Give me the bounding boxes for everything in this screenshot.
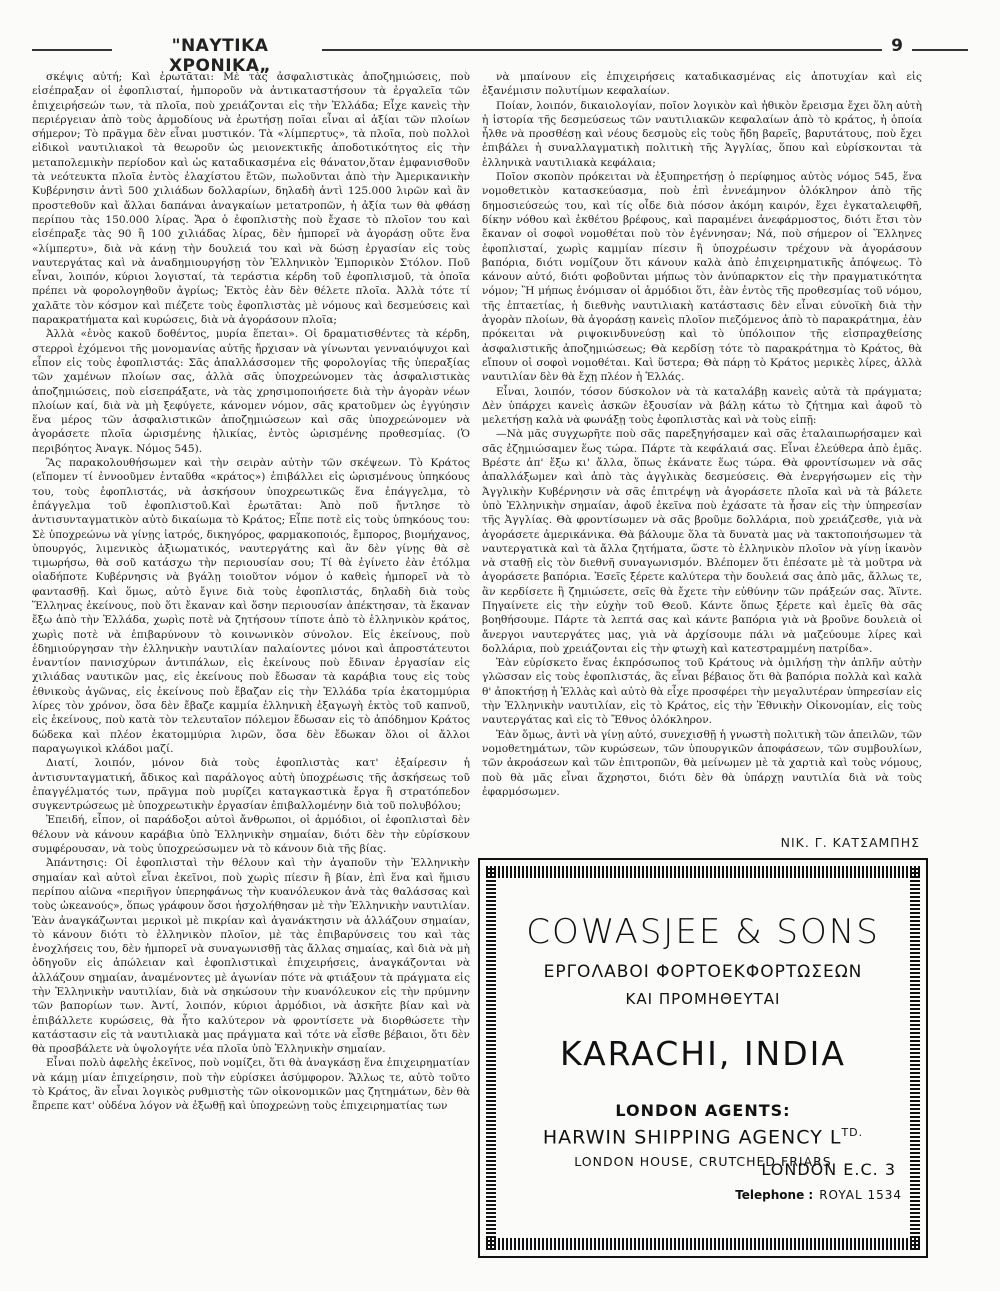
article-paragraph: Ποίαν, λοιπόν, δικαιολογίαν, ποῖον λογικὸν καὶ ἠθικὸν ἔρεισμα ἔχει ὅλη αὐτὴ ἡ ἱστορία τῆς δεσμεύσεως τῶν ναυτιλιακῶν κεφαλαίων ἀπὸ τὸ κράτος, ἡ ὁποία ἦλθε νὰ προσθέσῃ καὶ νέους δεσμοὺς εἰς τοὺς ἤδη βαρεῖς, βαρυτάτους, ποὺ ἔχει ἐπιβάλει ἡ συναλλαγματικὴ πολιτικὴ τῆς Ἀγγλίας, ὅπου καὶ εὑρίσκονται τὰ ἑλληνικὰ ναυτιλιακὰ κεφάλαια;: [482, 99, 922, 169]
ad-telephone: [735, 1188, 902, 1202]
ad-agency-suffix: TD.: [841, 1126, 864, 1139]
publication-title: "ΝΑΥΤΙΚΑ ΧΡΟΝΙΚΑ„: [168, 36, 272, 76]
ad-border-pattern: [910, 866, 920, 1250]
header-rule-middle: [322, 49, 882, 51]
header-rule-right: [912, 49, 968, 51]
article-paragraph: Ποῖον σκοπὸν πρόκειται νὰ ἐξυπηρετήσῃ ὁ περίφημος αὐτὸς νόμος 545, ἕνα νομοθετικὸν κατασκεύασμα, ποὺ ἐπὶ ἐννεάμηνον ὁλόκληρον ἀπὸ τῆς δημοσιεύσεώς του, καὶ τίς οἶδε διὰ πόσον ἀκόμη καιρόν, ἔχει ἐγκαταλειφθῆ, δίκην νόθου καὶ ἐκθέτου βρέφους, καὶ παραμένει ἀνεφάρμοστος, διότι ἔτσι τὸν ἔκαναν οἱ σοφοὶ νομοθέται ποὺ τὸν ἐγέννησαν; Νά, ποὺ σήμερον οἱ Ἕλληνες ἐφοπλισταί, χωρὶς καμμίαν πίεσιν ἢ ὑποχρέωσιν τρέχουν νὰ ἀγοράσουν βαπόρια, διότι νομίζουν ὅτι κάνουν καλὰ ἀπὸ ἐπιχειρηματικῆς ἀπόψεως. Τὸ κάνουν αὐτό, διότι φοβοῦνται μήπως τὸν ἀνύπαρκτον εἰς τὴν πραγματικότητα νόμον; Ἢ μήπως ἐνόμισαν οἱ ἁρμόδιοι ὅτι, ἐὰν ἐντὸς τῆς προθεσμίας τοῦ νόμου, τῆς ἐπταετίας, ἡ διεθνὴς ναυτιλιακὴ κατάστασις δὲν εἶναι εὐνοϊκὴ διὰ τὴν ἀγορὰν πλοίων, θὰ ἀγοράσῃ κανεὶς πλοῖον πιεζόμενος ἀπὸ τὸ παρακράτημα, ἐὰν πρόκειται νὰ ριψοκινδυνεύσῃ καὶ τὸ ὑπόλοιπον τῆς εἰσπραχθείσης ἀσφαλιστικῆς ἀποζημιώσεως; Θὰ κερδίσῃ τότε τὸ παρακράτημα τὸ Κράτος, θὰ εἴπουν οἱ σοφοὶ νομοθέται. Καὶ ὕστερα; Θὰ πάρῃ τὸ Κράτος μερικὲς λίρες, ἀλλὰ ναυτιλίαν δὲν θὰ ἔχῃ πλέον ἡ Ἑλλάς.: [482, 171, 922, 384]
ad-telephone-number: ROYAL 1534: [819, 1188, 902, 1202]
article-paragraph: Ἐὰν εὑρίσκετο ἕνας ἐκπρόσωπος τοῦ Κράτους νὰ ὁμιλήσῃ τὴν ἁπλῆν αὐτὴν γλῶσσαν εἰς τοὺς ἐφοπλιστάς, ἂς εἶναι βέβαιος ὅτι θὰ βαπόρια πολλὰ καὶ καλὰ θ' ἀποκτήσῃ ἡ Ἑλλὰς καὶ αὐτὸ θὰ εἶχε προσφέρει τὴν μεγαλυτέραν ὑπηρεσίαν εἰς τὴν Ἑλληνικὴν ναυτιλίαν, εἰς τὸ Κράτος, εἰς τὴν Ἐθνικὴν Οἰκονομίαν, εἰς τοὺς ναυτεργάτας καὶ εἰς τὸ Ἔθνος ὁλόκληρον.: [482, 657, 922, 727]
article-paragraph: Ἐὰν ὅμως, ἀντὶ νὰ γίνῃ αὐτό, συνεχισθῇ ἡ γνωστὴ πολιτικὴ τῶν ἀπειλῶν, τῶν νομοθετημάτων, τῶν κυρώσεων, τῶν ὑπουργικῶν ἀποφάσεων, τῶν συμβουλίων, τῶν ἀκροάσεων καὶ τῶν ἐπιτροπῶν, θὰ μείνωμεν μὲ τὰ χαρτιὰ καὶ τοὺς νόμους, ποὺ θὰ μᾶς εἶναι ἄχρηστοι, διότι δὲν θὰ ὑπάρχῃ ναυτιλία διὰ νὰ τοὺς ἐφαρμόσωμεν.: [482, 728, 922, 798]
ad-services-line-2: ΚΑΙ ΠΡΟΜΗΘΕΥΤΑΙ: [625, 990, 781, 1008]
article-paragraph: νὰ μπαίνουν εἰς ἐπιχειρήσεις καταδικασμένας εἰς ἀποτυχίαν καὶ εἰς ἐξανέμισιν πολυτίμων κεφαλαίων.: [482, 71, 922, 98]
advertisement-box: [478, 858, 928, 1258]
page-number: 9: [891, 36, 903, 56]
article-left-column: [32, 70, 470, 1270]
article-paragraph: Ἂς παρακολουθήσωμεν καὶ τὴν σειρὰν αὐτὴν τῶν σκέψεων. Τὸ Κράτος (εἴπομεν τί ἐννοοῦμεν ἐνταῦθα «κράτος») ἐπιβάλλει εἰς ὡρισμένους ὑπηκόους του, τοὺς ἐφοπλιστάς, νὰ ἀσκήσουν ὑποχρεωτικῶς ἕνα ἐπάγγελμα, τὸ ἐπάγγελμα τοῦ ἐφοπλιστοῦ.Καὶ ἐρωτᾶται: Ἀπὸ ποῦ ἤντλησε τὸ ἀντισυνταγματικὸν αὐτὸ δικαίωμα τὸ Κράτος; Εἶπε ποτὲ εἰς τοὺς ὑπηκόους του: Σὲ ὑποχρεώνω νὰ γίνῃς ἰατρός, δικηγόρος, φαρμακοποιός, ἔμπορος, βιομήχανος, ὑπουργός, λιμενικὸς ἀξιωματικός, ναυτεργάτης καὶ ἂν δὲν γίνῃς θὰ σὲ τιμωρήσω, θὰ σοῦ κατάσχω τὴν περιουσίαν σου; Τί θὰ ἐγίνετο ἐὰν ἐτόλμα οἱαδήποτε Κυβέρνησις νὰ βγάλῃ τοιοῦτον νόμον ὁ καθεὶς ἠμπορεῖ νὰ τὸ φαντασθῇ. Καὶ ὅμως, αὐτὸ ἔγινε διὰ τοὺς ἐφοπλιστάς, δηλαδὴ διὰ τοὺς Ἕλληνας ἐκείνους, ποὺ ὅτι ἔκαναν καὶ ὅσην περιουσίαν ἀπέκτησαν, τὰ ἔκαναν ἔξω ἀπὸ τὴν Ἑλλάδα, χωρὶς ποτὲ νὰ ζητήσουν τίποτε ἀπὸ τὸ ἑλληνικὸν κράτος, χωρὶς ποτὲ νὰ ἐπιβαρύνουν τὸ κοινωνικὸν σύνολον. Εἰς ἐκείνους, ποὺ ἐδημιούργησαν τὴν ἑλληνικὴν ναυτιλίαν παλαίοντες μόνοι καὶ ἀπροστάτευτοι ἐναντίον πανισχύρων ἀντιπάλων, εἰς ἐκείνους ποὺ ἔδιναν ἐργασίαν εἰς χιλιάδας ναυτικῶν μας, εἰς ἐκείνους ποὺ ἔδωσαν τὰ καράβια τους εἰς τοὺς ἐθνικοὺς ἀγῶνας, εἰς ἐκείνους ποὺ ἔβαζαν εἰς τὴν Ἑλλάδα τρία ἑκατομμύρια λίρες τὸν χρόνον, ὅσα δὲν ἔβαζε καμμία ἑλληνικὴ ἐξαγωγὴ ἐκτὸς τοῦ καπνοῦ, εἰς ἐκείνους, ποὺ κατὰ τὸν τελευταῖον πόλεμον ἔδωσαν εἰς τὸ ἀπόδημον Κράτος δώδεκα καὶ πλέον ἑκατομμύρια λιρῶν, ὅσα δὲν ἔδωκαν ὅλοι οἱ ἄλλοι παραγωγικοὶ κλάδοι μαζί.: [32, 457, 470, 755]
ad-telephone-label: Telephone :: [735, 1188, 814, 1202]
article-paragraph: Εἶναι πολὺ ἀφελὴς ἐκεῖνος, ποὺ νομίζει, ὅτι θὰ ἀναγκάσῃ ἕνα ἐπιχειρηματίαν νὰ κάμῃ μίαν ἐπιχείρησιν, ποὺ τὴν εὑρίσκει ἀσύμφορον. Ἄλλως τε, αὐτὸ τοῦτο τὸ Κράτος, ἂν εἶναι λογικὸς ρυθμιστὴς τῶν οἰκονομικῶν μας ζητημάτων, δὲν θὰ ἔπρεπε κατ' οὐδένα λόγον νὰ ἐξωθῇ καὶ ὑποχρεώνῃ τοὺς ἐπιχειρηματίας των: [32, 1057, 470, 1113]
ad-address: LONDON HOUSE, CRUTCHED FRIARS: [574, 1154, 832, 1170]
article-paragraph: Ἀλλὰ «ἑνὸς κακοῦ δοθέντος, μυρία ἕπεται». Οἱ δραματισθέντες τὰ κέρδη, στερροὶ ἐχόμενοι τῆς μονομανίας αὐτῆς ἤρχισαν νὰ γίνωνται γενναιόψυχοι καὶ εἶπον εἰς τοὺς ἐφοπλιστάς: Σᾶς ἀπαλλάσσομεν τῆς φορολογίας τῆς ὑπεραξίας τῶν χαμένων πλοίων σας, ἀλλὰ σᾶς ὑποχρεώνομεν τὰς ἀσφαλιστικὰς ἀποζημιώσεις, ποὺ εἰσεπράξατε, νὰ τὰς χρησιμοποιήσετε διὰ τὴν ἀγορὰν νέων πλοίων καί, διὰ νὰ μὴ ξεφύγετε, κάνομεν νόμον, σᾶς κρατοῦμεν ὡς ἐγγύησιν ἕνα μέρος τῶν ἀσφαλιστικῶν ἀποζημιώσεων καὶ σᾶς ὑποχρεώνομεν νὰ ἀγοράσετε πλοῖα ὡρισμένης ἡλικίας, ἐντὸς ὡρισμένης προθεσμίας. (Ὁ περιβόητος Ἀναγκ. Νόμος 545).: [32, 328, 470, 455]
article-right-column: [482, 70, 922, 850]
ad-agents-label: LONDON AGENTS:: [615, 1101, 791, 1120]
ad-agency-text: HARWIN SHIPPING AGENCY L: [542, 1126, 842, 1149]
article-paragraph: Ἀπάντησις: Οἱ ἐφοπλισταὶ τὴν θέλουν καὶ τὴν ἀγαποῦν τὴν Ἑλληνικὴν σημαίαν καὶ αὐτοὶ εἶναι ἐκεῖνοι, ποὺ χωρὶς πίεσιν ἢ βίαν, ἐπὶ ἕνα καὶ ἥμισυ περίπου αἰῶνα «περιῆγον ὑπερηφάνως τὴν κυανόλευκον ἀνὰ τὰς θαλάσσας καὶ τοὺς ὠκεανούς», ὅπως γράφουν ὅσοι ἠσχολήθησαν μὲ τὴν Ἑλληνικὴν ναυτιλίαν. Ἐὰν ἀναγκάζωνται μερικοὶ μὲ πικρίαν καὶ ἀγανάκτησιν νὰ ἀλλάζουν σημαίαν, τὸ κάνουν διότι τὸ ἑλληνικὸν πλοῖον, μὲ τὰς ἐπιβαρύνσεις του καὶ τὰς ἐνοχλήσεις του, δὲν ἠμπορεῖ νὰ συναγωνισθῇ τὰς ἄλλας σημαίας, καὶ διὰ νὰ μὴ ὁδηγοῦν εἰς ἀπώλειαν καὶ ἐφοπλιστικαὶ ἐπιχειρήσεις, ἀναγκάζονται νὰ ἀλλάζουν σημαίαν, ἀναμένοντες μὲ ἀγωνίαν πότε νὰ φτιάξουν τὰ πράγματα εἰς τὴν Ἑλληνικὴν ναυτιλίαν, διὰ νὰ σηκώσουν τὴν κυανόλευκον εἰς τὴν πρύμνην τῶν βαπορίων των. Ἀντί, λοιπόν, κύριοι ἁρμόδιοι, νὰ ἀσκῆτε βίαν καὶ νὰ ἐπιβάλλετε κυρώσεις, θὰ ἦτο καλύτερον νὰ φροντίσετε νὰ διορθώσετε τὴν κατάστασιν εἰς τὰ ναυτιλιακὰ μας πράγματα καὶ τότε νὰ εἶσθε βέβαιοι, ὅτι δὲν θὰ προσβάλετε νὰ ὑψολογήτε νέα πλοῖα ὑπὸ Ἑλληνικὴν σημαίαν.: [32, 857, 470, 1056]
ad-border-pattern: [486, 866, 920, 878]
ad-border-pattern: [486, 866, 496, 1250]
ad-border-pattern: [486, 1238, 920, 1250]
page-header: [32, 36, 968, 76]
article-paragraph: Ἐπειδή, εἶπον, οἱ παράδοξοι αὐτοὶ ἄνθρωποι, οἱ ἁρμόδιοι, οἱ ἐφοπλισταὶ δὲν θέλουν νὰ κάνουν καράβια ὑπὸ Ἑλληνικὴν σημαίαν, διότι δὲν τὴν εὑρίσκουν συμφέρουσαν, νὰ τοὺς ὑποχρεώσωμεν νὰ τὸ κάνουν διὰ τῆς βίας.: [32, 814, 470, 856]
ad-content: [500, 882, 906, 1234]
header-rule-left: [32, 49, 112, 51]
article-paragraph: Διατί, λοιπόν, μόνον διὰ τοὺς ἐφοπλιστὰς κατ' ἐξαίρεσιν ἡ ἀντισυνταγματική, ἄδικος καὶ παράλογος αὐτὴ ὑποχρέωσις τῆς ἀσκήσεως τοῦ ἐπαγγέλματός των, πρᾶγμα ποὺ μυρίζει καταγκαστικὰ ἔργα ἢ στρατόπεδον συγκεντρώσεως μὲ ὑποχρεωτικὴν ἐργασίαν ἐπιβαλλομένην διὰ τοῦ πολυβόλου;: [32, 757, 470, 813]
ad-postal-district: LONDON E.C. 3: [761, 1160, 896, 1179]
ad-agency-name: [500, 1126, 906, 1148]
ad-services-line: ΕΡΓΟΛΑΒΟΙ ΦΟΡΤΟΕΚΦΟΡΤΩΣΕΩΝ: [543, 962, 863, 982]
article-paragraph: —Νὰ μᾶς συγχωρῆτε ποὺ σᾶς παρεξηγήσαμεν καὶ σᾶς ἐταλαιπωρήσαμεν καὶ σᾶς ἐζημιώσαμεν ἕως τώρα. Πάρτε τὰ κεφάλαιά σας. Εἶναι ἐλεύθερα ἀπὸ ἐμᾶς. Βρέστε ἀπ' ἔξω κι' ἄλλα, ὅπως ἐκάνατε ἕως τώρα. Θὰ φροντίσωμεν νὰ σᾶς ἀπαλλάξωμεν καὶ ἀπὸ τὰς ἀγγλικὰς δεσμεύσεις. Θὰ ἐνεργήσωμεν εἰς τὴν Ἀγγλικὴν Κυβέρνησιν νὰ σᾶς ἐπιτρέψῃ νὰ ἀγοράσετε πλοῖα καὶ νὰ τὰ βάλετε ὑπὸ Ἑλληνικὴν σημαίαν, ἀφοῦ ἐκεῖνα ποὺ ἐχάσατε τὰ ἦσαν εἰς τὴν ὑπηρεσίαν τῆς Ἀγγλίας. Θὰ φροντίσωμεν νὰ σᾶς βροῦμε δολλάρια, ποὺ χρειάζεσθε, γιὰ νὰ ἀγοράσετε ἀμερικάνικα. Θὰ βάλουμε ὅλα τὰ δυνατὰ μας νὰ τακτοποιήσωμεν τὰ ναυτεργατικὰ καὶ τὰ ἄλλα ζητήματα, ὥστε τὸ ἑλληνικὸν πλοῖον νὰ γίνῃ ἱκανὸν νὰ σταθῇ εἰς τὸν διεθνῆ συναγωνισμόν. Βλέπομεν ὅτι ἐπέσατε μὲ τὰ μοῦτρα νὰ ἀγοράσετε βαπόρια. Ἐσεῖς ξέρετε καλύτερα τὴν δουλειά σας ἀπὸ μᾶς, ἄλλως τε, ἂν κερδίσετε ἢ ζημιώσετε, σεῖς θὰ ἔχετε τὴν εὐθύνην τῶν πράξεών σας. Ἄϊντε. Πηγαίνετε εἰς τὴν εὐχὴν τοῦ Θεοῦ. Κάντε ὅπως ξέρετε καὶ ἐμεῖς θὰ σᾶς βοηθήσουμε. Πάρτε τὰ λεπτά σας καὶ κάντε βαπόρια γιὰ νὰ βροῦνε δουλειὰ οἱ ἄνεργοι ναυτεργάτες μας, γιὰ νὰ ἀρχίσουμε πάλι νὰ μαζεύουμε λίρες καὶ δολλάρια, ποὺ χρειάζονται εἰς τὴν φτωχὴ καὶ κατεστραμμένη πατρίδα».: [482, 428, 922, 655]
author-signature: ΝΙΚ. Γ. ΚΑΤΣΑΜΠΗΣ: [780, 835, 920, 850]
ad-company-name: COWASJEE & SONS: [526, 912, 880, 952]
article-paragraph: σκέψις αὐτή; Καὶ ἐρωτᾶται: Μὲ τὰς ἀσφαλιστικὰς ἀποζημιώσεις, ποὺ εἰσέπραξαν οἱ ἐφοπλισταί, ἠμποροῦν νὰ ἀντικαταστήσουν τὰ ἐργαλεῖα τῶν ἐπιχειρήσεών των, τὰ πλοῖα, ποὺ χρειάζονται εἰς τὴν Ἑλλάδα; Εἶχε κανεὶς τὴν περιέργειαν ἀπὸ τοὺς ἁρμοδίους νὰ ἐρωτήσῃ ποῖαι εἶναι αἱ ἀξίαι τῶν πλοίων σήμερον; Τὸ πρᾶγμα δὲν εἶναι μυστικόν. Τὰ «λίμπερτυς», τὰ πλοῖα, ποὺ πολλοὶ εἰδικοὶ ναυτιλιακοὶ τὰ θεωροῦν ὡς μειονεκτικῆς ἀποδοτικότητος εἰς τὴν μεταπολεμικὴν περίοδον καὶ ὡς καταδικασμένα εἰς θάνατον,ὅταν ἐμφανισθοῦν τὰ νεότευκτα πλοῖα ἐντὸς ἐλαχίστου ἔτῶν, πωλοῦνται ἀπὸ τὴν Ἀμερικανικὴν Κυβέρνησιν ἀντὶ 500 χιλιάδων δολλαρίων, δηλαδὴ ἀντὶ 125.000 λιρῶν καὶ ἂν προστεθοῦν καὶ ἄλλαι δαπάναι ἀναγκαίων μετατροπῶν, ἡ ἀξία των θὰ φθάσῃ περίπου τὰς 150.000 λίρας. Ἄρα ὁ ἐφοπλιστὴς ποὺ ἔχασε τὸ πλοῖον του καὶ εἰσέπραξε τὰς 90 ἢ 100 χιλιάδας λίρας, δὲν ἠμπορεῖ νὰ ἀγοράσῃ οὔτε ἕνα «λίμπερτυ», διὰ νὰ κάνῃ τὴν δουλειά του καὶ νὰ δώσῃ ἐργασίαν εἰς τοὺς ναυτεργάτας καὶ νὰ ἀναδημιουργήσῃ τὸν Ἑλληνικὸν Ἐμπορικὸν Στόλον. Ποῦ εἶναι, λοιπόν, κύριοι λογισταί, τὰ τεράστια κέρδη τοῦ ἐφοπλισμοῦ, τὰ ὁποῖα πρέπει νὰ φορολογηθοῦν ἀγρίως; Ἐκτὸς ἐὰν δὲν θέλετε πλοῖα. Ἀλλὰ τότε τί χαλᾶτε τὸν κόσμον καὶ πιέζετε τοὺς ἐφοπλιστὰς μὲ νόμους καὶ δεσμεύσεις καὶ παρακρατήματα καὶ κυρώσεις, διὰ νὰ ἀγοράσουν πλοῖα;: [32, 71, 470, 327]
article-paragraph: Εἶναι, λοιπόν, τόσον δύσκολον νὰ τὰ καταλάβῃ κανεὶς αὐτὰ τὰ πράγματα; Δὲν ὑπάρχει κανεὶς ἀσκῶν ἐξουσίαν νὰ βάλῃ κάτω τὸ ζήτημα καὶ ἀφοῦ τὸ μελετήσῃ καλὰ νὰ φωνάξῃ τοὺς ἐφοπλιστὰς καὶ νὰ τοὺς εἰπῇ:: [482, 385, 922, 427]
ad-city: KARACHI, INDIA: [560, 1034, 846, 1073]
